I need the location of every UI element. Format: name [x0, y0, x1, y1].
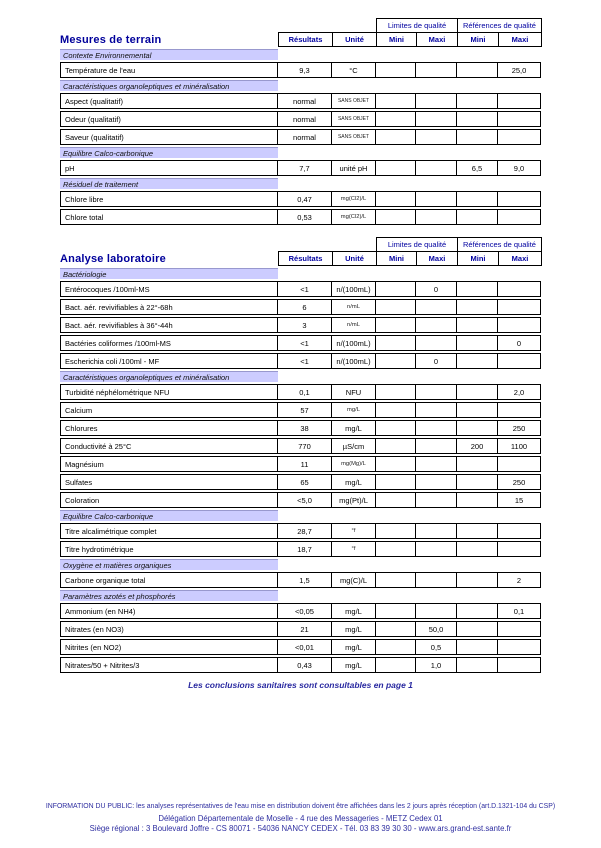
unit-cell: mg/L: [331, 621, 376, 637]
limite-maxi-cell: 0,5: [415, 639, 457, 655]
limite-mini-cell: [375, 111, 416, 127]
limite-maxi-cell: [415, 129, 457, 145]
unit-cell: mg/L: [331, 474, 376, 490]
reference-maxi-cell: 15: [497, 492, 541, 508]
reference-mini-cell: [456, 335, 498, 351]
table-title-area: [60, 32, 278, 47]
reference-maxi-cell: 2: [497, 572, 541, 588]
limite-mini-cell: [375, 402, 416, 418]
limite-mini-cell: [375, 523, 416, 539]
parameter-label-cell: Température de l'eau: [60, 62, 278, 78]
report-content: [60, 18, 550, 690]
reference-maxi-cell: [497, 317, 541, 333]
reference-maxi-cell: [497, 402, 541, 418]
footer-delegation-address: Délégation Départementale de Moselle - 4 rue des Messageries - METZ Cedex 01: [158, 814, 443, 823]
parameter-label-cell: Nitrates/50 + Nitrites/3: [60, 657, 278, 673]
reference-mini-cell: [456, 384, 498, 400]
limite-maxi-cell: [415, 191, 457, 207]
result-cell: 0,53: [277, 209, 332, 225]
reference-maxi-cell: [497, 129, 541, 145]
limites-de-qualite-header: Limites de qualité: [376, 237, 458, 252]
result-cell: <0,01: [277, 639, 332, 655]
result-cell: <1: [277, 281, 332, 297]
unit-cell: n/(100mL): [331, 281, 376, 297]
parameter-label-cell: Bact. aér. revivifiables à 36°-44h: [60, 317, 278, 333]
table-row: [60, 299, 550, 315]
limite-mini-cell: [375, 384, 416, 400]
reference-mini-cell: [456, 129, 498, 145]
reference-maxi-cell: [497, 281, 541, 297]
unit-cell: °f: [331, 523, 376, 539]
footer-regional-office-address: Siège régional : 3 Boulevard Joffre - CS 80071 - 54036 NANCY CEDEX - Tél. 03 83 39 30 30 - www.ars.grand-est.sante.fr: [89, 824, 512, 833]
parameter-label-cell: Escherichia coli /100ml - MF: [60, 353, 278, 369]
header-spacer: [60, 237, 376, 252]
limite-maxi-cell: [415, 93, 457, 109]
unit-cell: mg/L: [331, 657, 376, 673]
reference-maxi-cell: [497, 191, 541, 207]
limite-mini-cell: [375, 353, 416, 369]
limite-maxi-cell: [415, 111, 457, 127]
unit-cell: mg(Mg)/L: [331, 456, 376, 472]
parameter-label-cell: Ammonium (en NH4): [60, 603, 278, 619]
table-row: [60, 353, 550, 369]
limite-maxi-cell: [415, 456, 457, 472]
parameter-label-cell: Chlore total: [60, 209, 278, 225]
result-cell: 38: [277, 420, 332, 436]
table-row: [60, 160, 550, 176]
result-cell: 770: [277, 438, 332, 454]
table-row: [60, 438, 550, 454]
limites-mini-column-header: Mini: [376, 32, 417, 47]
limite-maxi-cell: [415, 209, 457, 225]
limite-mini-cell: [375, 492, 416, 508]
limite-maxi-cell: [415, 299, 457, 315]
references-de-qualite-header: Références de qualité: [457, 237, 542, 252]
limite-mini-cell: [375, 62, 416, 78]
unit-cell: mg(Cl2)/L: [331, 191, 376, 207]
section-band: Bactériologie: [60, 268, 278, 279]
parameter-label-cell: Bactéries coliformes /100ml-MS: [60, 335, 278, 351]
limites-mini-column-header: Mini: [376, 251, 417, 266]
results-table: [60, 237, 550, 673]
references-maxi-column-header: Maxi: [498, 32, 542, 47]
reference-mini-cell: [456, 603, 498, 619]
result-cell: normal: [277, 129, 332, 145]
reference-mini-cell: [456, 523, 498, 539]
parameter-label-cell: Titre hydrotimétrique: [60, 541, 278, 557]
reference-mini-cell: [456, 353, 498, 369]
unit-cell: n/mL: [331, 317, 376, 333]
table-header-group-row: [60, 237, 550, 252]
result-cell: 0,47: [277, 191, 332, 207]
reference-mini-cell: [456, 62, 498, 78]
limite-maxi-cell: 50,0: [415, 621, 457, 637]
unit-cell: n/(100mL): [331, 353, 376, 369]
references-de-qualite-header: Références de qualité: [457, 18, 542, 33]
reference-maxi-cell: 9,0: [497, 160, 541, 176]
unit-cell: SANS OBJET: [331, 93, 376, 109]
references-mini-column-header: Mini: [457, 251, 499, 266]
limites-de-qualite-header: Limites de qualité: [376, 18, 458, 33]
reference-maxi-cell: 250: [497, 420, 541, 436]
result-cell: <1: [277, 335, 332, 351]
reference-mini-cell: [456, 474, 498, 490]
limite-mini-cell: [375, 657, 416, 673]
table-row: [60, 572, 550, 588]
header-spacer: [60, 18, 376, 33]
reference-maxi-cell: 25,0: [497, 62, 541, 78]
table-title-area: [60, 251, 278, 266]
result-cell: 28,7: [277, 523, 332, 539]
section-band: Oxygène et matières organiques: [60, 559, 278, 570]
parameter-label-cell: Conductivité à 25°C: [60, 438, 278, 454]
section-band: Caractéristiques organoleptiques et minéralisation: [60, 80, 278, 91]
table-row: [60, 209, 550, 225]
conclusion-note: Les conclusions sanitaires sont consultables en page 1: [188, 680, 413, 690]
limite-maxi-cell: [415, 603, 457, 619]
reference-mini-cell: [456, 541, 498, 557]
reference-mini-cell: [456, 191, 498, 207]
table-row: [60, 474, 550, 490]
reference-maxi-cell: [497, 541, 541, 557]
limite-mini-cell: [375, 474, 416, 490]
limite-mini-cell: [375, 541, 416, 557]
parameter-label-cell: Nitrites (en NO2): [60, 639, 278, 655]
table-row: [60, 657, 550, 673]
unit-cell: mg(Cl2)/L: [331, 209, 376, 225]
unite-column-header: Unité: [332, 251, 377, 266]
footer-public-information: INFORMATION DU PUBLIC: les analyses représentatives de l'eau mise en distribution doivent être affichées dans les 2 jours après réception (art.D.1321-104 du CSP): [45, 803, 556, 810]
result-cell: normal: [277, 93, 332, 109]
table-row: [60, 523, 550, 539]
reference-mini-cell: [456, 111, 498, 127]
limite-maxi-cell: 1,0: [415, 657, 457, 673]
tables-root: [60, 18, 550, 673]
table-row: [60, 335, 550, 351]
result-cell: 65: [277, 474, 332, 490]
result-cell: 9,3: [277, 62, 332, 78]
result-cell: 0,43: [277, 657, 332, 673]
table-header-columns-row: [60, 32, 550, 47]
limite-maxi-cell: [415, 572, 457, 588]
unit-cell: mg/L: [331, 402, 376, 418]
limite-maxi-cell: [415, 474, 457, 490]
unit-cell: mg/L: [331, 639, 376, 655]
reference-mini-cell: [456, 572, 498, 588]
unit-cell: µS/cm: [331, 438, 376, 454]
unit-cell: NFU: [331, 384, 376, 400]
reference-maxi-cell: [497, 93, 541, 109]
table-row: [60, 402, 550, 418]
parameter-label-cell: Odeur (qualitatif): [60, 111, 278, 127]
parameter-label-cell: Chlorures: [60, 420, 278, 436]
limite-mini-cell: [375, 299, 416, 315]
reference-mini-cell: [456, 209, 498, 225]
reference-mini-cell: 200: [456, 438, 498, 454]
result-cell: <1: [277, 353, 332, 369]
unit-cell: mg/L: [331, 603, 376, 619]
limite-maxi-cell: [415, 541, 457, 557]
parameter-label-cell: Chlore libre: [60, 191, 278, 207]
reference-maxi-cell: 0: [497, 335, 541, 351]
limite-maxi-cell: [415, 317, 457, 333]
section-band: Caractéristiques organoleptiques et minéralisation: [60, 371, 278, 382]
table-row: [60, 456, 550, 472]
reference-maxi-cell: 250: [497, 474, 541, 490]
parameter-label-cell: Titre alcalimétrique complet: [60, 523, 278, 539]
limite-mini-cell: [375, 160, 416, 176]
limite-maxi-cell: [415, 160, 457, 176]
limite-maxi-cell: [415, 420, 457, 436]
unit-cell: °f: [331, 541, 376, 557]
unit-cell: SANS OBJET: [331, 111, 376, 127]
table-row: [60, 281, 550, 297]
unit-cell: mg(C)/L: [331, 572, 376, 588]
limite-mini-cell: [375, 639, 416, 655]
result-cell: 3: [277, 317, 332, 333]
reference-maxi-cell: [497, 299, 541, 315]
references-maxi-column-header: Maxi: [498, 251, 542, 266]
limite-mini-cell: [375, 456, 416, 472]
references-mini-column-header: Mini: [457, 32, 499, 47]
reference-maxi-cell: [497, 209, 541, 225]
resultats-column-header: Résultats: [278, 32, 333, 47]
reference-maxi-cell: 1100: [497, 438, 541, 454]
table-row: [60, 639, 550, 655]
limite-maxi-cell: [415, 335, 457, 351]
table-row: [60, 541, 550, 557]
limite-maxi-cell: [415, 523, 457, 539]
reference-maxi-cell: [497, 639, 541, 655]
parameter-label-cell: Magnésium: [60, 456, 278, 472]
limites-maxi-column-header: Maxi: [416, 251, 458, 266]
table-row: [60, 420, 550, 436]
section-band: Résiduel de traitement: [60, 178, 278, 189]
limite-maxi-cell: [415, 438, 457, 454]
reference-mini-cell: [456, 639, 498, 655]
result-cell: 7,7: [277, 160, 332, 176]
unit-cell: mg(Pt)/L: [331, 492, 376, 508]
reference-mini-cell: [456, 93, 498, 109]
table-row: [60, 603, 550, 619]
table-row: [60, 62, 550, 78]
limite-mini-cell: [375, 420, 416, 436]
limite-mini-cell: [375, 438, 416, 454]
reference-mini-cell: [456, 402, 498, 418]
limite-mini-cell: [375, 621, 416, 637]
table-row: [60, 317, 550, 333]
limite-mini-cell: [375, 317, 416, 333]
table-header-columns-row: [60, 251, 550, 266]
table-row: [60, 129, 550, 145]
reference-maxi-cell: [497, 456, 541, 472]
limite-maxi-cell: 0: [415, 281, 457, 297]
limite-maxi-cell: [415, 492, 457, 508]
parameter-label-cell: pH: [60, 160, 278, 176]
resultats-column-header: Résultats: [278, 251, 333, 266]
reference-mini-cell: [456, 420, 498, 436]
table-row: [60, 621, 550, 637]
results-table: [60, 18, 550, 225]
table-row: [60, 492, 550, 508]
table-row: [60, 93, 550, 109]
reference-maxi-cell: [497, 353, 541, 369]
parameter-label-cell: Bact. aér. revivifiables à 22°-68h: [60, 299, 278, 315]
result-cell: 11: [277, 456, 332, 472]
section-band: Equilibre Calco-carbonique: [60, 147, 278, 158]
reference-maxi-cell: [497, 657, 541, 673]
reference-mini-cell: [456, 492, 498, 508]
unit-cell: unité pH: [331, 160, 376, 176]
parameter-label-cell: Nitrates (en NO3): [60, 621, 278, 637]
limites-maxi-column-header: Maxi: [416, 32, 458, 47]
result-cell: <0,05: [277, 603, 332, 619]
table-title: Mesures de terrain: [60, 34, 162, 46]
section-band: Paramètres azotés et phosphorés: [60, 590, 278, 601]
parameter-label-cell: Saveur (qualitatif): [60, 129, 278, 145]
table-row: [60, 191, 550, 207]
table-header-group-row: [60, 18, 550, 33]
limite-maxi-cell: 0: [415, 353, 457, 369]
limite-mini-cell: [375, 93, 416, 109]
parameter-label-cell: Carbone organique total: [60, 572, 278, 588]
table-title: Analyse laboratoire: [60, 253, 166, 265]
unit-cell: n/(100mL): [331, 335, 376, 351]
parameter-label-cell: Coloration: [60, 492, 278, 508]
limite-maxi-cell: [415, 402, 457, 418]
reference-mini-cell: [456, 281, 498, 297]
parameter-label-cell: Calcium: [60, 402, 278, 418]
reference-maxi-cell: [497, 523, 541, 539]
limite-maxi-cell: [415, 384, 457, 400]
limite-mini-cell: [375, 129, 416, 145]
limite-mini-cell: [375, 335, 416, 351]
parameter-label-cell: Turbidité néphélométrique NFU: [60, 384, 278, 400]
unit-cell: n/mL: [331, 299, 376, 315]
parameter-label-cell: Sulfates: [60, 474, 278, 490]
result-cell: 0,1: [277, 384, 332, 400]
reference-maxi-cell: 0,1: [497, 603, 541, 619]
reference-maxi-cell: 2,0: [497, 384, 541, 400]
table-row: [60, 384, 550, 400]
unite-column-header: Unité: [332, 32, 377, 47]
unit-cell: SANS OBJET: [331, 129, 376, 145]
reference-mini-cell: [456, 299, 498, 315]
parameter-label-cell: Entérocoques /100ml-MS: [60, 281, 278, 297]
unit-cell: °C: [331, 62, 376, 78]
limite-mini-cell: [375, 281, 416, 297]
limite-mini-cell: [375, 209, 416, 225]
result-cell: 1,5: [277, 572, 332, 588]
limite-maxi-cell: [415, 62, 457, 78]
unit-cell: mg/L: [331, 420, 376, 436]
reference-mini-cell: [456, 657, 498, 673]
result-cell: 57: [277, 402, 332, 418]
result-cell: normal: [277, 111, 332, 127]
parameter-label-cell: Aspect (qualitatif): [60, 93, 278, 109]
limite-mini-cell: [375, 603, 416, 619]
reference-maxi-cell: [497, 111, 541, 127]
page-footer: [0, 802, 601, 834]
reference-mini-cell: [456, 317, 498, 333]
reference-mini-cell: 6,5: [456, 160, 498, 176]
result-cell: 18,7: [277, 541, 332, 557]
limite-mini-cell: [375, 572, 416, 588]
result-cell: 21: [277, 621, 332, 637]
reference-maxi-cell: [497, 621, 541, 637]
result-cell: <5,0: [277, 492, 332, 508]
reference-mini-cell: [456, 621, 498, 637]
result-cell: 6: [277, 299, 332, 315]
table-row: [60, 111, 550, 127]
section-band: Contexte Environnemental: [60, 49, 278, 60]
section-band: Equilibre Calco-carbonique: [60, 510, 278, 521]
limite-mini-cell: [375, 191, 416, 207]
reference-mini-cell: [456, 456, 498, 472]
